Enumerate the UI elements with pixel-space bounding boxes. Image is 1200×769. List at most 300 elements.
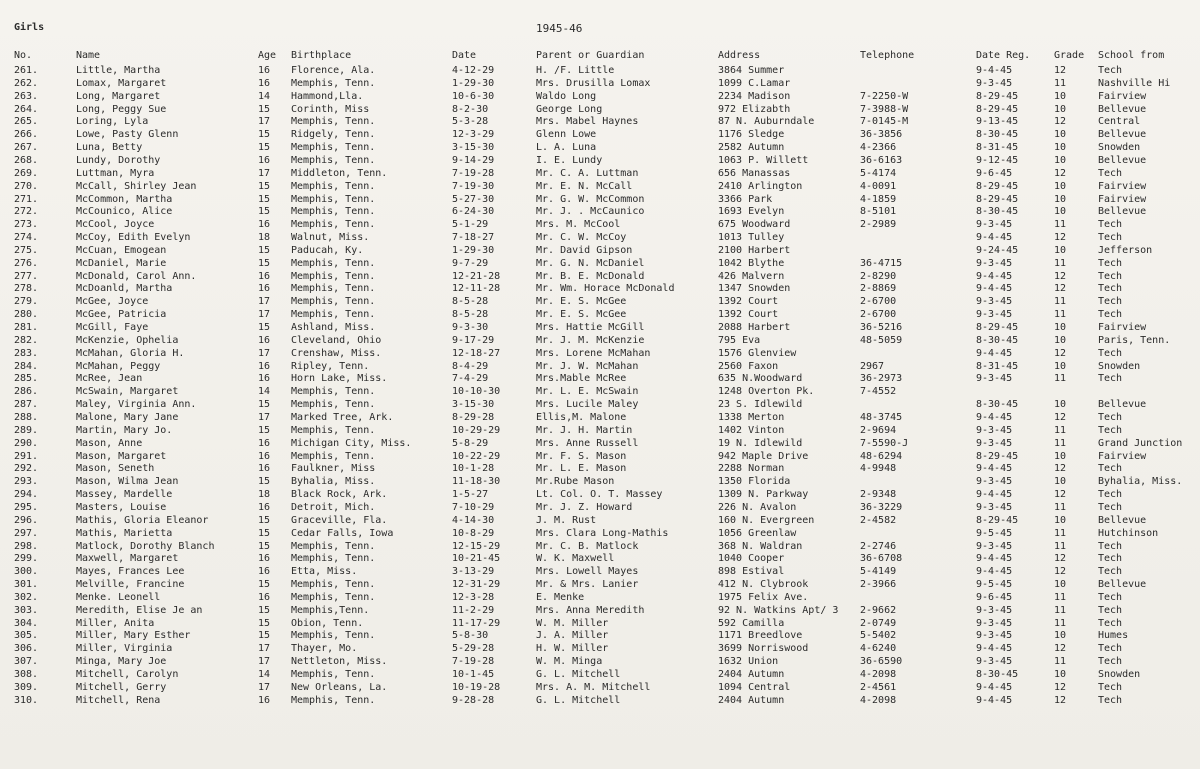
cell-birth-date: 7-4-29 <box>452 373 489 385</box>
cell-birth-date: 11-17-29 <box>452 617 501 629</box>
cell-date-reg: 8-30-45 <box>976 129 1019 141</box>
cell-school-from: Bellevue <box>1098 154 1147 166</box>
cell-grade: 10 <box>1054 476 1067 488</box>
cell-number: 282. <box>14 334 39 346</box>
cell-birth-date: 10-1-28 <box>452 463 495 475</box>
cell-grade: 10 <box>1054 142 1067 154</box>
cell-number: 263. <box>14 90 39 102</box>
cell-telephone: 5-4174 <box>860 167 897 179</box>
cell-age: 15 <box>258 142 271 154</box>
cell-parent: L. A. Luna <box>536 142 597 154</box>
cell-name: McSwain, Margaret <box>76 386 179 398</box>
cell-age: 15 <box>258 604 271 616</box>
cell-birth-date: 5-8-30 <box>452 630 489 642</box>
cell-parent: Mr. L. E. McSwain <box>536 386 639 398</box>
cell-date-reg: 8-30-45 <box>976 334 1019 346</box>
cell-telephone: 2-9662 <box>860 604 897 616</box>
cell-birth-date: 9-7-29 <box>452 257 489 269</box>
table-row <box>0 629 1200 642</box>
cell-name: Maxwell, Margaret <box>76 553 179 565</box>
table-row <box>0 681 1200 694</box>
cell-address: 368 N. Waldran <box>718 540 803 552</box>
cell-number: 300. <box>14 566 39 578</box>
cell-birth-date: 6-24-30 <box>452 206 495 218</box>
cell-date-reg: 9-4-45 <box>976 566 1013 578</box>
table-row <box>0 462 1200 475</box>
cell-grade: 12 <box>1054 347 1067 359</box>
table-row <box>0 642 1200 655</box>
cell-address: 2088 Harbert <box>718 322 791 333</box>
cell-school-from: Fairview <box>1098 90 1147 102</box>
cell-parent: Mr. E. S. McGee <box>536 309 627 321</box>
cell-parent: Mr. E. N. McCall <box>536 180 633 192</box>
cell-name: Malone, Mary Jane <box>76 411 179 423</box>
cell-school-from: Nashville Hi <box>1098 77 1171 89</box>
cell-address: 23 S. Idlewild <box>718 399 803 411</box>
cell-address: 19 N. Idlewild <box>718 437 803 449</box>
cell-grade: 12 <box>1054 270 1067 282</box>
cell-age: 15 <box>258 399 271 411</box>
cell-name: Mitchell, Rena <box>76 694 161 706</box>
cell-age: 18 <box>258 489 271 501</box>
cell-birthplace: Thayer, Mo. <box>291 643 358 655</box>
cell-address: 3864 Summer <box>718 65 785 76</box>
cell-birthplace: Ripley, Tenn. <box>291 360 370 372</box>
cell-age: 15 <box>258 579 271 590</box>
column-header-telephone: Telephone <box>860 50 915 61</box>
table-row <box>0 540 1200 553</box>
cell-date-reg: 9-4-45 <box>976 694 1013 706</box>
cell-name: Menke. Leonell <box>76 591 161 603</box>
table-row <box>0 231 1200 244</box>
cell-school-from: Bellevue <box>1098 103 1147 115</box>
cell-number: 289. <box>14 424 39 436</box>
cell-birth-date: 8-5-28 <box>452 296 489 308</box>
cell-age: 15 <box>258 527 271 539</box>
cell-school-from: Tech <box>1098 65 1123 76</box>
cell-address: 1063 P. Willett <box>718 154 809 166</box>
table-row <box>0 514 1200 527</box>
cell-name: Miller, Virginia <box>76 643 173 655</box>
cell-telephone: 36-4715 <box>860 257 903 269</box>
cell-name: Long, Peggy Sue <box>76 103 167 115</box>
cell-age: 16 <box>258 450 271 462</box>
cell-birth-date: 10-29-29 <box>452 424 501 436</box>
cell-age: 15 <box>258 103 271 115</box>
cell-number: 291. <box>14 450 39 462</box>
cell-number: 262. <box>14 77 39 89</box>
cell-age: 17 <box>258 411 271 423</box>
table-row <box>0 488 1200 501</box>
cell-birth-date: 3-13-29 <box>452 566 495 578</box>
cell-date-reg: 9-5-45 <box>976 579 1013 590</box>
cell-school-from: Tech <box>1098 270 1123 282</box>
cell-age: 16 <box>258 219 271 231</box>
cell-address: 1975 Felix Ave. <box>718 591 809 603</box>
cell-name: McGee, Patricia <box>76 309 167 321</box>
cell-birth-date: 5-29-28 <box>452 643 495 655</box>
cell-date-reg: 8-29-45 <box>976 103 1019 115</box>
cell-birth-date: 4-12-29 <box>452 65 495 76</box>
cell-age: 17 <box>258 167 271 179</box>
cell-number: 305. <box>14 630 39 642</box>
cell-date-reg: 9-3-45 <box>976 630 1013 642</box>
cell-name: Mason, Margaret <box>76 450 167 462</box>
cell-number: 308. <box>14 668 39 680</box>
cell-parent: Mr. J. W. McMahan <box>536 360 639 372</box>
cell-school-from: Humes <box>1098 630 1129 642</box>
cell-birth-date: 10-22-29 <box>452 450 501 462</box>
cell-parent: E. Menke <box>536 591 585 603</box>
cell-number: 268. <box>14 154 39 166</box>
cell-school-from: Snowden <box>1098 668 1141 680</box>
cell-birthplace: Memphis, Tenn. <box>291 142 376 154</box>
table-row <box>0 295 1200 308</box>
cell-birthplace: Nettleton, Miss. <box>291 656 388 668</box>
cell-age: 16 <box>258 154 271 166</box>
cell-date-reg: 9-3-45 <box>976 617 1013 629</box>
cell-date-reg: 9-3-45 <box>976 604 1013 616</box>
cell-grade: 10 <box>1054 450 1067 462</box>
cell-parent: H. /F. Little <box>536 65 615 76</box>
cell-age: 15 <box>258 514 271 526</box>
cell-grade: 11 <box>1054 501 1067 513</box>
cell-parent: Mrs. Clara Long-Mathis <box>536 527 669 539</box>
cell-number: 283. <box>14 347 39 359</box>
column-header-address: Address <box>718 50 761 61</box>
cell-telephone: 2-9348 <box>860 489 897 501</box>
cell-school-from: Tech <box>1098 489 1123 501</box>
cell-parent: Mr. David Gipson <box>536 244 633 256</box>
cell-grade: 12 <box>1054 411 1067 423</box>
cell-age: 16 <box>258 334 271 346</box>
cell-age: 17 <box>258 656 271 668</box>
cell-date-reg: 8-30-45 <box>976 206 1019 218</box>
cell-parent: Mr.Rube Mason <box>536 476 615 488</box>
cell-address: 1402 Vinton <box>718 424 785 436</box>
table-row <box>0 270 1200 283</box>
cell-number: 264. <box>14 103 39 115</box>
cell-telephone: 2-9694 <box>860 424 897 436</box>
cell-birthplace: Memphis, Tenn. <box>291 553 376 565</box>
cell-address: 2234 Madison <box>718 90 791 102</box>
cell-name: McCounico, Alice <box>76 206 173 218</box>
cell-address: 2404 Autumn <box>718 668 785 680</box>
cell-age: 17 <box>258 309 271 321</box>
cell-name: McCommon, Martha <box>76 193 173 205</box>
cell-age: 16 <box>258 270 271 282</box>
cell-school-from: Snowden <box>1098 142 1141 154</box>
cell-telephone: 4-9948 <box>860 463 897 475</box>
cell-age: 15 <box>258 129 271 141</box>
cell-number: 297. <box>14 527 39 539</box>
cell-parent: Mrs. Lucile Maley <box>536 399 639 411</box>
cell-grade: 10 <box>1054 154 1067 166</box>
cell-telephone: 2-2989 <box>860 219 897 231</box>
cell-age: 17 <box>258 347 271 359</box>
cell-school-from: Hutchinson <box>1098 527 1159 539</box>
cell-birth-date: 7-18-27 <box>452 232 495 243</box>
cell-address: 2100 Harbert <box>718 244 791 256</box>
cell-birthplace: Memphis, Tenn. <box>291 257 376 269</box>
cell-birthplace: Memphis, Tenn. <box>291 180 376 192</box>
cell-telephone: 2-6700 <box>860 309 897 321</box>
column-header-date-reg: Date Reg. <box>976 50 1031 61</box>
column-header-age: Age <box>258 50 277 61</box>
cell-date-reg: 9-3-45 <box>976 296 1013 308</box>
cell-telephone: 2-4582 <box>860 514 897 526</box>
cell-birth-date: 7-19-28 <box>452 167 495 179</box>
cell-date-reg: 9-4-45 <box>976 232 1013 243</box>
cell-birthplace: Memphis, Tenn. <box>291 283 376 295</box>
cell-number: 299. <box>14 553 39 565</box>
table-row <box>0 154 1200 167</box>
cell-telephone: 2-8290 <box>860 270 897 282</box>
cell-number: 278. <box>14 283 39 295</box>
cell-number: 270. <box>14 180 39 192</box>
cell-grade: 12 <box>1054 65 1067 76</box>
cell-grade: 10 <box>1054 668 1067 680</box>
cell-school-from: Tech <box>1098 501 1123 513</box>
cell-name: Maley, Virginia Ann. <box>76 399 197 411</box>
cell-name: Mason, Seneth <box>76 463 155 475</box>
cell-birth-date: 9-3-30 <box>452 322 489 333</box>
table-row <box>0 141 1200 154</box>
cell-date-reg: 8-29-45 <box>976 193 1019 205</box>
table-row <box>0 578 1200 591</box>
cell-age: 16 <box>258 373 271 385</box>
cell-grade: 10 <box>1054 90 1067 102</box>
cell-telephone: 4-6240 <box>860 643 897 655</box>
cell-birthplace: Memphis, Tenn. <box>291 630 376 642</box>
cell-number: 295. <box>14 501 39 513</box>
cell-number: 266. <box>14 129 39 141</box>
cell-birth-date: 11-18-30 <box>452 476 501 488</box>
cell-date-reg: 8-29-45 <box>976 90 1019 102</box>
table-row <box>0 103 1200 116</box>
cell-birthplace: Cedar Falls, Iowa <box>291 527 394 539</box>
cell-address: 87 N. Auburndale <box>718 116 815 128</box>
cell-parent: Mr. J. M. McKenzie <box>536 334 645 346</box>
cell-number: 310. <box>14 694 39 706</box>
table-row <box>0 128 1200 141</box>
cell-birthplace: Memphis, Tenn. <box>291 154 376 166</box>
table-row <box>0 218 1200 231</box>
cell-telephone: 2-6700 <box>860 296 897 308</box>
cell-birthplace: Memphis, Tenn. <box>291 579 376 590</box>
cell-date-reg: 9-12-45 <box>976 154 1019 166</box>
column-header-birth-date: Date <box>452 50 477 61</box>
cell-address: 426 Malvern <box>718 270 785 282</box>
cell-grade: 10 <box>1054 129 1067 141</box>
cell-birth-date: 8-29-28 <box>452 411 495 423</box>
cell-name: Massey, Mardelle <box>76 489 173 501</box>
table-row <box>0 321 1200 334</box>
cell-birth-date: 12-21-28 <box>452 270 501 282</box>
cell-parent: Mr. C. W. McCoy <box>536 232 627 243</box>
cell-birthplace: Graceville, Fla. <box>291 514 388 526</box>
cell-birth-date: 12-18-27 <box>452 347 501 359</box>
cell-name: Miller, Mary Esther <box>76 630 191 642</box>
cell-address: 972 Elizabth <box>718 103 791 115</box>
cell-name: Meredith, Elise Je an <box>76 604 203 616</box>
cell-school-from: Tech <box>1098 694 1123 706</box>
cell-birthplace: Marked Tree, Ark. <box>291 411 394 423</box>
cell-address: 592 Camilla <box>718 617 785 629</box>
cell-telephone: 2-8869 <box>860 283 897 295</box>
cell-date-reg: 8-29-45 <box>976 322 1019 333</box>
cell-name: McCool, Joyce <box>76 219 155 231</box>
cell-school-from: Tech <box>1098 167 1123 179</box>
cell-school-from: Tech <box>1098 424 1123 436</box>
cell-parent: Glenn Lowe <box>536 129 597 141</box>
cell-grade: 10 <box>1054 103 1067 115</box>
cell-parent: Mr. C. A. Luttman <box>536 167 639 179</box>
table-row <box>0 527 1200 540</box>
cell-address: 1350 Florida <box>718 476 791 488</box>
cell-birthplace: Ashland, Miss. <box>291 322 376 333</box>
cell-school-from: Tech <box>1098 553 1123 565</box>
cell-age: 16 <box>258 553 271 565</box>
cell-grade: 10 <box>1054 579 1067 590</box>
cell-date-reg: 9-13-45 <box>976 116 1019 128</box>
cell-parent: Mrs. Lorene McMahan <box>536 347 651 359</box>
page-header-year: 1945-46 <box>536 22 583 35</box>
cell-number: 306. <box>14 643 39 655</box>
cell-school-from: Grand Junction <box>1098 437 1183 449</box>
table-row <box>0 552 1200 565</box>
cell-address: 1042 Blythe <box>718 257 785 269</box>
cell-address: 1171 Breedlove <box>718 630 803 642</box>
cell-age: 16 <box>258 283 271 295</box>
cell-parent: J. M. Rust <box>536 514 597 526</box>
cell-age: 15 <box>258 257 271 269</box>
cell-date-reg: 9-4-45 <box>976 270 1013 282</box>
table-row <box>0 565 1200 578</box>
column-header-number: No. <box>14 50 33 61</box>
cell-number: 274. <box>14 232 39 243</box>
cell-grade: 12 <box>1054 167 1067 179</box>
cell-birth-date: 9-14-29 <box>452 154 495 166</box>
cell-number: 284. <box>14 360 39 372</box>
cell-age: 16 <box>258 591 271 603</box>
cell-telephone: 4-1859 <box>860 193 897 205</box>
cell-telephone: 7-4552 <box>860 386 897 398</box>
cell-date-reg: 8-29-45 <box>976 180 1019 192</box>
cell-date-reg: 9-4-45 <box>976 65 1013 76</box>
cell-grade: 11 <box>1054 540 1067 552</box>
table-row <box>0 385 1200 398</box>
cell-grade: 10 <box>1054 360 1067 372</box>
cell-birth-date: 9-28-28 <box>452 694 495 706</box>
column-header-school-from: School from <box>1098 50 1165 61</box>
cell-birth-date: 10-6-30 <box>452 90 495 102</box>
cell-birthplace: Florence, Ala. <box>291 65 376 76</box>
cell-number: 298. <box>14 540 39 552</box>
cell-grade: 10 <box>1054 399 1067 411</box>
cell-birthplace: Memphis, Tenn. <box>291 424 376 436</box>
cell-telephone: 8-5101 <box>860 206 897 218</box>
cell-date-reg: 9-4-45 <box>976 283 1013 295</box>
cell-birthplace: Memphis, Tenn. <box>291 309 376 321</box>
cell-birthplace: Memphis, Tenn. <box>291 694 376 706</box>
cell-date-reg: 8-30-45 <box>976 668 1019 680</box>
cell-age: 15 <box>258 630 271 642</box>
cell-telephone: 2-3966 <box>860 579 897 590</box>
cell-number: 307. <box>14 656 39 668</box>
cell-telephone: 4-2098 <box>860 668 897 680</box>
cell-name: Martin, Mary Jo. <box>76 424 173 436</box>
cell-birthplace: Memphis, Tenn. <box>291 296 376 308</box>
cell-date-reg: 9-4-45 <box>976 643 1013 655</box>
cell-age: 16 <box>258 694 271 706</box>
table-row <box>0 437 1200 450</box>
cell-birth-date: 10-21-45 <box>452 553 501 565</box>
cell-address: 675 Woodward <box>718 219 791 231</box>
cell-birthplace: Corinth, Miss <box>291 103 370 115</box>
cell-date-reg: 9-3-45 <box>976 476 1013 488</box>
cell-number: 302. <box>14 591 39 603</box>
cell-address: 160 N. Evergreen <box>718 514 815 526</box>
cell-parent: Mr. F. S. Mason <box>536 450 627 462</box>
cell-number: 281. <box>14 322 39 333</box>
cell-grade: 12 <box>1054 566 1067 578</box>
page-header-left: Girls <box>14 22 45 33</box>
cell-name: Lundy, Dorothy <box>76 154 161 166</box>
cell-date-reg: 9-3-45 <box>976 77 1013 89</box>
cell-name: McCoy, Edith Evelyn <box>76 232 191 243</box>
table-row <box>0 244 1200 257</box>
cell-parent: Waldo Long <box>536 90 597 102</box>
cell-school-from: Tech <box>1098 463 1123 475</box>
cell-school-from: Fairview <box>1098 450 1147 462</box>
cell-birthplace: Faulkner, Miss <box>291 463 376 475</box>
cell-name: Lowe, Pasty Glenn <box>76 129 179 141</box>
cell-age: 15 <box>258 540 271 552</box>
cell-address: 1040 Cooper <box>718 553 785 565</box>
cell-age: 16 <box>258 501 271 513</box>
cell-school-from: Tech <box>1098 643 1123 655</box>
cell-age: 15 <box>258 193 271 205</box>
cell-school-from: Snowden <box>1098 360 1141 372</box>
cell-number: 267. <box>14 142 39 154</box>
cell-school-from: Tech <box>1098 296 1123 308</box>
cell-number: 275. <box>14 244 39 256</box>
cell-grade: 11 <box>1054 527 1067 539</box>
cell-number: 288. <box>14 411 39 423</box>
cell-telephone: 4-2098 <box>860 694 897 706</box>
cell-telephone: 7-3988-W <box>860 103 909 115</box>
cell-school-from: Fairview <box>1098 180 1147 192</box>
cell-birthplace: Memphis, Tenn. <box>291 591 376 603</box>
cell-address: 635 N.Woodward <box>718 373 803 385</box>
cell-school-from: Bellevue <box>1098 206 1147 218</box>
cell-date-reg: 9-6-45 <box>976 167 1013 179</box>
cell-school-from: Tech <box>1098 283 1123 295</box>
cell-name: McCall, Shirley Jean <box>76 180 197 192</box>
cell-grade: 12 <box>1054 283 1067 295</box>
cell-date-reg: 9-3-45 <box>976 656 1013 668</box>
cell-number: 309. <box>14 681 39 693</box>
cell-parent: Mrs. Anna Meredith <box>536 604 645 616</box>
cell-telephone: 4-0091 <box>860 180 897 192</box>
cell-parent: Mrs. M. McCool <box>536 219 621 231</box>
cell-grade: 10 <box>1054 514 1067 526</box>
cell-name: McDonald, Carol Ann. <box>76 270 197 282</box>
cell-parent: Lt. Col. O. T. Massey <box>536 489 663 501</box>
cell-telephone: 36-5216 <box>860 322 903 333</box>
table-row <box>0 180 1200 193</box>
